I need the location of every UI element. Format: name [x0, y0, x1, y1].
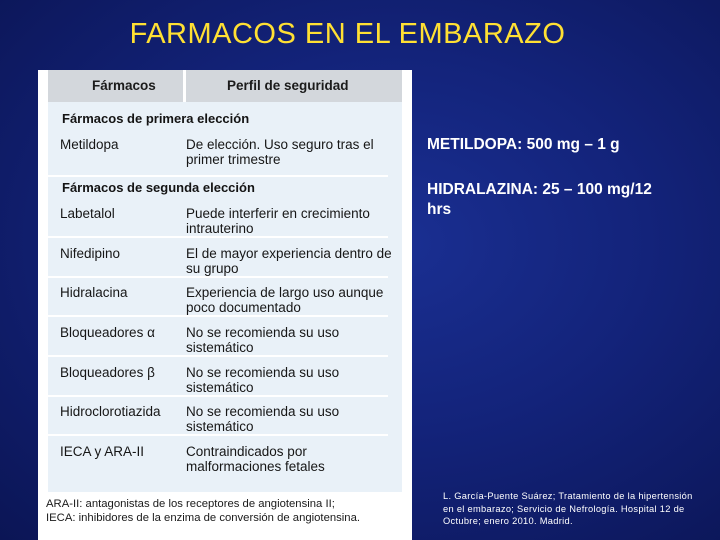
row-divider: [48, 395, 388, 397]
footnote-ieca: IECA: inhibidores de la enzima de conversión de angiotensina.: [46, 511, 360, 524]
source-citation: L. García-Puente Suárez; Tratamiento de la hipertensión en el embarazo; Servicio de Nefrología. Hospital 12 de Octubre; enero 2010. Madrid.: [443, 491, 693, 526]
row-divider: [48, 236, 388, 238]
safety-profile: No se recomienda su uso sistemático: [186, 325, 340, 355]
safety-profile: Experiencia de largo uso aunque poco documentado: [186, 285, 384, 315]
drug-name: Metildopa: [60, 137, 119, 152]
drug-name: Nifedipino: [60, 246, 121, 261]
safety-profile: De elección. Uso seguro tras el primer trimestre: [186, 137, 374, 167]
drug-name: Hidroclorotiazida: [60, 404, 161, 419]
column-header-drugs: Fármacos: [92, 78, 156, 93]
safety-profile: El de mayor experiencia dentro de su grupo: [186, 246, 392, 276]
dose-metildopa: METILDOPA: 500 mg – 1 g: [427, 136, 620, 153]
footnote-ara-ii: ARA-II: antagonistas de los receptores de angiotensina II;: [46, 498, 335, 510]
drug-name: Bloqueadores α: [60, 325, 155, 340]
drug-name: Bloqueadores β: [60, 365, 155, 380]
drug-safety-table-image: [38, 70, 412, 540]
row-divider: [48, 276, 388, 278]
drug-name: Labetalol: [60, 206, 115, 221]
drug-name: IECA y ARA-II: [60, 444, 145, 459]
drug-safety-table: [48, 70, 402, 492]
safety-profile: No se recomienda su uso sistemático: [186, 404, 340, 434]
row-divider: [48, 434, 388, 436]
table-footnote: [46, 498, 406, 525]
section-second-choice: Fármacos de segunda elección: [62, 180, 255, 195]
table-header: [48, 70, 402, 102]
safety-profile: No se recomienda su uso sistemático: [186, 365, 340, 395]
column-header-safety-profile: Perfil de seguridad: [227, 78, 349, 93]
row-divider: [48, 175, 388, 177]
safety-profile: Contraindicados por malformaciones fetales: [186, 444, 325, 474]
row-divider: [48, 355, 388, 357]
header-divider: [183, 70, 186, 102]
slide-title: FARMACOS EN EL EMBARAZO: [129, 18, 566, 50]
drug-name: Hidralacina: [60, 285, 128, 300]
safety-profile: Puede interferir en crecimiento intrauterino: [186, 206, 370, 236]
dose-hidralazina: HIDRALAZINA: 25 – 100 mg/12 hrs: [427, 181, 652, 218]
row-divider: [48, 315, 388, 317]
section-first-choice: Fármacos de primera elección: [62, 111, 250, 126]
